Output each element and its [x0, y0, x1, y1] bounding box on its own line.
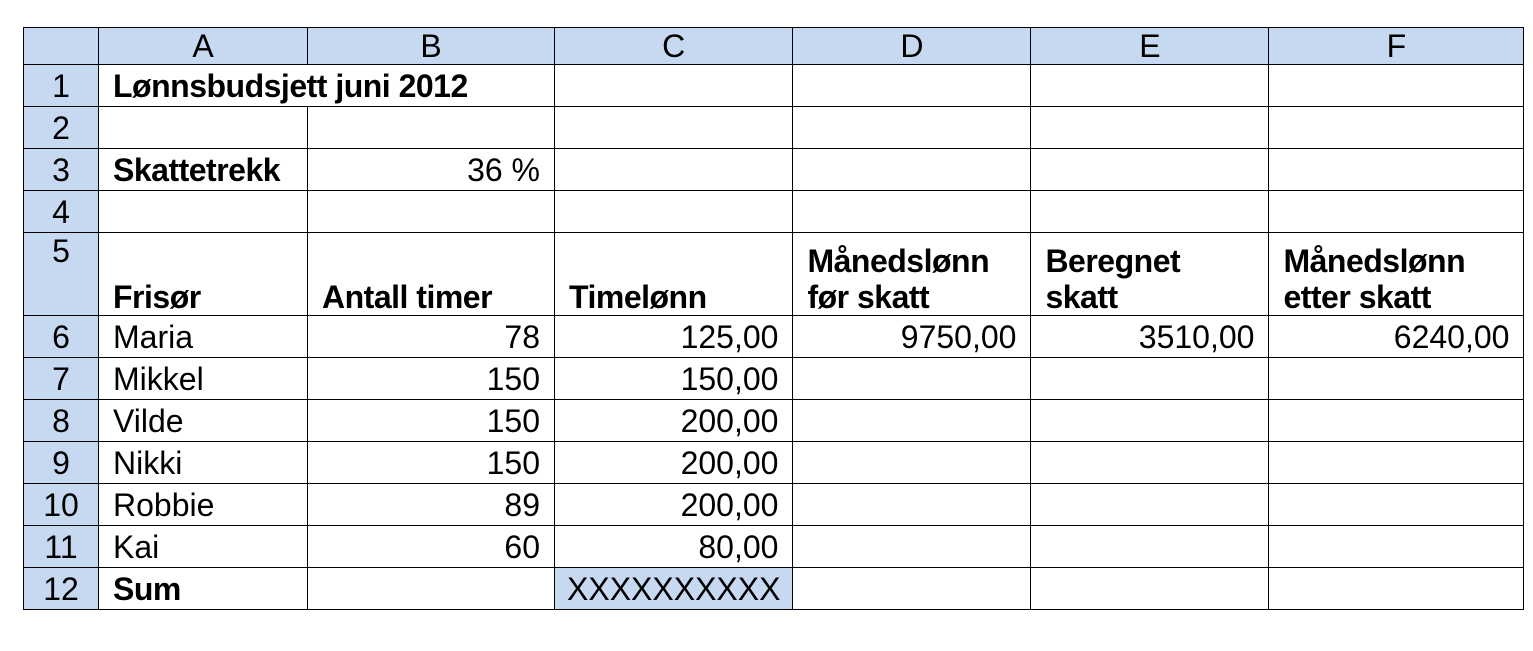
cell-f1[interactable] [1269, 65, 1524, 107]
cell-a12-sum-label[interactable]: Sum [99, 568, 308, 610]
column-header-a[interactable]: A [99, 28, 308, 65]
cell-d9[interactable] [793, 442, 1031, 484]
cell-b12[interactable] [308, 568, 555, 610]
row-8 [24, 400, 1524, 442]
cell-d7[interactable] [793, 358, 1031, 400]
row-header-10[interactable]: 10 [24, 484, 99, 526]
cell-c2[interactable] [555, 107, 793, 149]
row-header-2[interactable]: 2 [24, 107, 99, 149]
cell-b8[interactable]: 150 [308, 400, 555, 442]
row-11 [24, 526, 1524, 568]
row-header-8[interactable]: 8 [24, 400, 99, 442]
cell-e5-line1: Beregnet [1045, 243, 1181, 279]
cell-b11[interactable]: 60 [308, 526, 555, 568]
cell-e6[interactable]: 3510,00 [1031, 316, 1269, 358]
cell-c11[interactable]: 80,00 [555, 526, 793, 568]
cell-e2[interactable] [1031, 107, 1269, 149]
cell-f2[interactable] [1269, 107, 1524, 149]
column-header-e[interactable]: E [1031, 28, 1269, 65]
row-header-12[interactable]: 12 [24, 568, 99, 610]
cell-c1[interactable] [555, 65, 793, 107]
cell-b2[interactable] [308, 107, 555, 149]
cell-c4[interactable] [555, 191, 793, 233]
cell-c12-selected[interactable]: XXXXXXXXXX [555, 568, 793, 610]
cell-a2[interactable] [99, 107, 308, 149]
row-6 [24, 316, 1524, 358]
cell-f10[interactable] [1269, 484, 1524, 526]
cell-f9[interactable] [1269, 442, 1524, 484]
row-1 [24, 65, 1524, 107]
column-header-c[interactable]: C [555, 28, 793, 65]
cell-d6[interactable]: 9750,00 [793, 316, 1031, 358]
cell-a10[interactable]: Robbie [99, 484, 308, 526]
cell-d5-header[interactable] [793, 233, 1031, 316]
row-header-3[interactable]: 3 [24, 149, 99, 191]
cell-a5-header[interactable]: Frisør [99, 233, 308, 316]
cell-a3-label[interactable]: Skattetrekk [99, 149, 308, 191]
cell-e5-header[interactable] [1031, 233, 1269, 316]
cell-a6[interactable]: Maria [99, 316, 308, 358]
cell-b9[interactable]: 150 [308, 442, 555, 484]
cell-f6[interactable]: 6240,00 [1269, 316, 1524, 358]
cell-f5-line2: etter skatt [1283, 279, 1431, 315]
cell-c7[interactable]: 150,00 [555, 358, 793, 400]
cell-d1[interactable] [793, 65, 1031, 107]
cell-f12[interactable] [1269, 568, 1524, 610]
cell-d11[interactable] [793, 526, 1031, 568]
cell-a1-title[interactable]: Lønnsbudsjett juni 2012 [99, 65, 555, 107]
cell-e11[interactable] [1031, 526, 1269, 568]
cell-f7[interactable] [1269, 358, 1524, 400]
cell-a7[interactable]: Mikkel [99, 358, 308, 400]
cell-d4[interactable] [793, 191, 1031, 233]
cell-e10[interactable] [1031, 484, 1269, 526]
cell-a11[interactable]: Kai [99, 526, 308, 568]
row-header-7[interactable]: 7 [24, 358, 99, 400]
cell-e7[interactable] [1031, 358, 1269, 400]
row-9 [24, 442, 1524, 484]
cell-e1[interactable] [1031, 65, 1269, 107]
cell-c8[interactable]: 200,00 [555, 400, 793, 442]
cell-a8[interactable]: Vilde [99, 400, 308, 442]
cell-a4[interactable] [99, 191, 308, 233]
row-12 [24, 568, 1524, 610]
select-all-corner[interactable] [24, 28, 99, 65]
cell-d10[interactable] [793, 484, 1031, 526]
cell-b10[interactable]: 89 [308, 484, 555, 526]
cell-f5-header[interactable] [1269, 233, 1524, 316]
spreadsheet-grid [23, 27, 1524, 610]
cell-e9[interactable] [1031, 442, 1269, 484]
cell-d5-line2: før skatt [807, 279, 930, 315]
cell-d5-line1: Månedslønn [807, 243, 990, 279]
cell-c3[interactable] [555, 149, 793, 191]
row-4 [24, 191, 1524, 233]
cell-e12[interactable] [1031, 568, 1269, 610]
cell-e8[interactable] [1031, 400, 1269, 442]
cell-c6[interactable]: 125,00 [555, 316, 793, 358]
cell-d8[interactable] [793, 400, 1031, 442]
column-header-d[interactable]: D [793, 28, 1031, 65]
column-header-f[interactable]: F [1269, 28, 1524, 65]
cell-f5-line1: Månedslønn [1283, 243, 1466, 279]
cell-d12[interactable] [793, 568, 1031, 610]
cell-e5-line2: skatt [1045, 279, 1118, 315]
row-header-1[interactable]: 1 [24, 65, 99, 107]
row-header-5[interactable]: 5 [24, 233, 99, 316]
row-header-9[interactable]: 9 [24, 442, 99, 484]
row-header-6[interactable]: 6 [24, 316, 99, 358]
cell-a9[interactable]: Nikki [99, 442, 308, 484]
cell-c10[interactable]: 200,00 [555, 484, 793, 526]
cell-c5-header[interactable]: Timelønn [555, 233, 793, 316]
row-header-4[interactable]: 4 [24, 191, 99, 233]
row-2 [24, 107, 1524, 149]
cell-f11[interactable] [1269, 526, 1524, 568]
cell-b5-header[interactable]: Antall timer [308, 233, 555, 316]
cell-e4[interactable] [1031, 191, 1269, 233]
cell-b6[interactable]: 78 [308, 316, 555, 358]
row-5 [24, 233, 1524, 316]
cell-d2[interactable] [793, 107, 1031, 149]
cell-b4[interactable] [308, 191, 555, 233]
cell-b3-tax-rate[interactable]: 36 % [308, 149, 555, 191]
cell-b7[interactable]: 150 [308, 358, 555, 400]
column-header-row [24, 28, 1524, 65]
row-header-11[interactable]: 11 [24, 526, 99, 568]
row-7 [24, 358, 1524, 400]
cell-f3[interactable] [1269, 149, 1524, 191]
row-10 [24, 484, 1524, 526]
cell-e3[interactable] [1031, 149, 1269, 191]
cell-f4[interactable] [1269, 191, 1524, 233]
cell-f8[interactable] [1269, 400, 1524, 442]
row-3 [24, 149, 1524, 191]
cell-c9[interactable]: 200,00 [555, 442, 793, 484]
cell-d3[interactable] [793, 149, 1031, 191]
column-header-b[interactable]: B [308, 28, 555, 65]
